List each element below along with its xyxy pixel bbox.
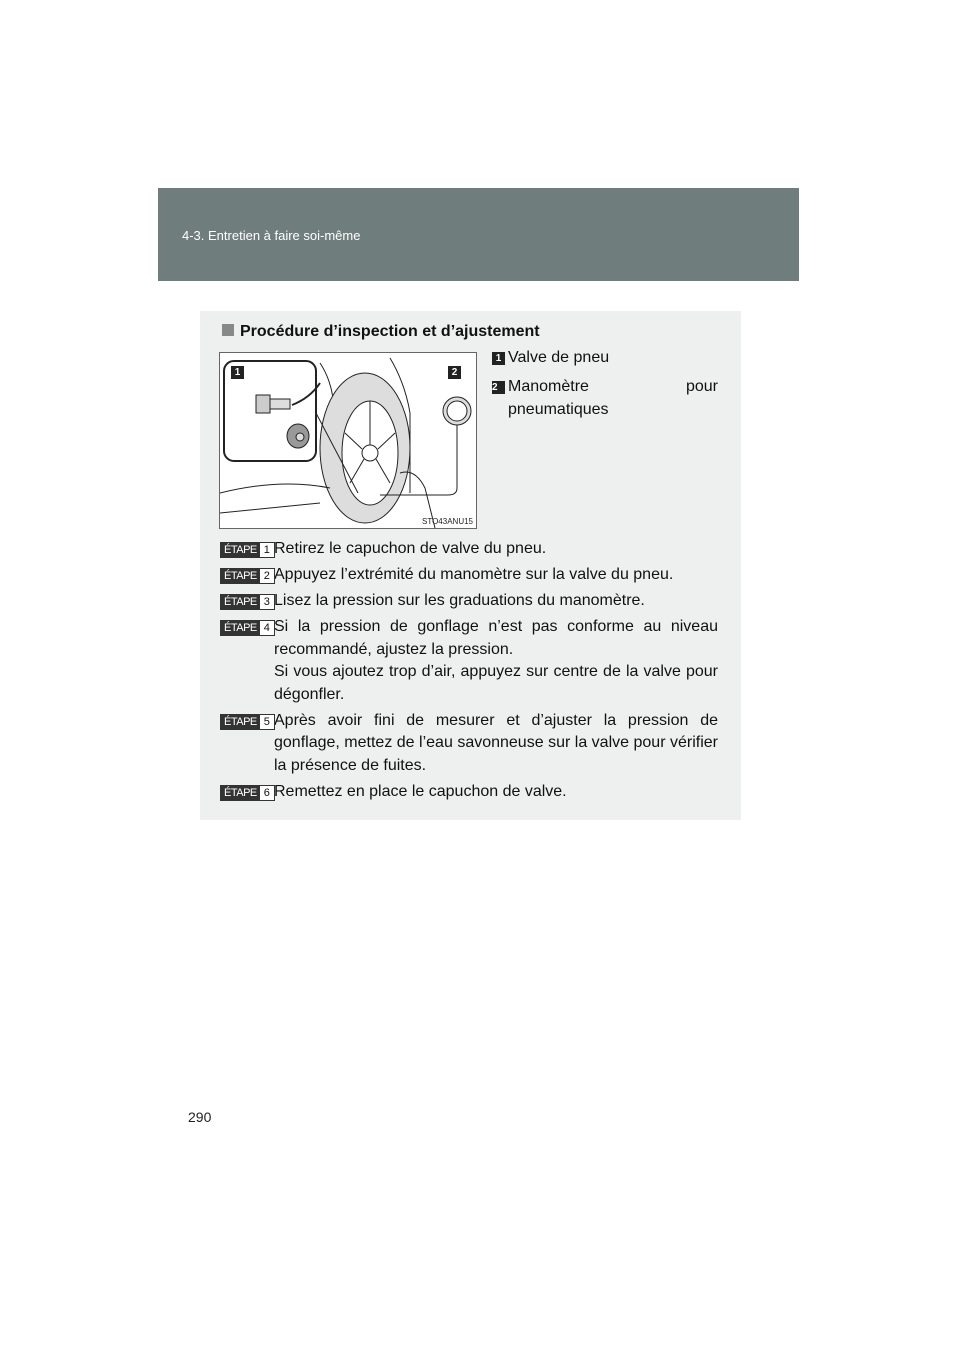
- step-prefix: ÉTAPE: [221, 595, 260, 609]
- legend-item: [492, 375, 718, 421]
- step-2: [220, 564, 718, 587]
- step-badge: [220, 594, 275, 610]
- step-badge: [220, 620, 275, 636]
- procedure-title: [222, 323, 540, 341]
- step-1: [220, 538, 718, 561]
- step-note: Si vous ajoutez trop d’air, appuyez sur centre de la valve pour dégonfler.: [274, 663, 718, 703]
- section-header: [158, 188, 799, 281]
- step-text: Appuyez l’extrémité du manomètre sur la valve du pneu.: [274, 566, 674, 583]
- step-badge: [220, 568, 275, 584]
- step-text: Après avoir fini de mesurer et d’ajuster la pression de gonflage, mettez de l’eau savonneuse sur la valve pour vérifier la présence de fuites.: [274, 711, 718, 774]
- step-number: 2: [260, 569, 274, 583]
- step-prefix: ÉTAPE: [221, 569, 260, 583]
- step-prefix: ÉTAPE: [221, 543, 260, 557]
- square-bullet-icon: [222, 324, 234, 336]
- callout-2: 2: [448, 366, 461, 379]
- step-number: 3: [260, 595, 274, 609]
- callout-1: 1: [231, 366, 244, 379]
- step-badge: [220, 542, 275, 558]
- step-prefix: ÉTAPE: [221, 715, 260, 729]
- step-text: Retirez le capuchon de valve du pneu.: [274, 540, 547, 557]
- step-6: [220, 781, 718, 804]
- page-number: 290: [188, 1109, 212, 1125]
- tire-valve-illustration: [219, 352, 477, 529]
- step-prefix: ÉTAPE: [221, 786, 260, 800]
- step-badge: [220, 714, 275, 730]
- step-3: [220, 590, 718, 613]
- procedure-title-text: Procédure d’inspection et d’ajustement: [240, 323, 540, 340]
- tire-gauge-drawing: [220, 353, 476, 528]
- step-number: 1: [260, 543, 274, 557]
- legend-item: [492, 349, 718, 367]
- legend-number: 1: [492, 352, 505, 365]
- section-title: 4-3. Entretien à faire soi-même: [182, 228, 361, 243]
- step-badge: [220, 785, 275, 801]
- procedure-box: [200, 311, 741, 820]
- step-number: 5: [260, 715, 274, 729]
- step-text: Remettez en place le capuchon de valve.: [274, 782, 567, 800]
- legend-label: Valve de pneu: [508, 349, 610, 366]
- legend-label: Manomètre pour pneumatiques: [508, 378, 718, 418]
- step-4: [220, 616, 718, 706]
- step-number: 6: [260, 786, 274, 800]
- step-text: Lisez la pression sur les graduations du manomètre.: [274, 592, 645, 609]
- step-number: 4: [260, 621, 274, 635]
- legend-number: 2: [492, 381, 505, 394]
- step-text: Si la pression de gonflage n’est pas conforme au niveau recommandé, ajustez la pression.: [274, 618, 718, 658]
- step-prefix: ÉTAPE: [221, 621, 260, 635]
- figure-code: STO43ANU15: [422, 517, 473, 526]
- step-5: [220, 710, 718, 778]
- step-list: [220, 538, 718, 807]
